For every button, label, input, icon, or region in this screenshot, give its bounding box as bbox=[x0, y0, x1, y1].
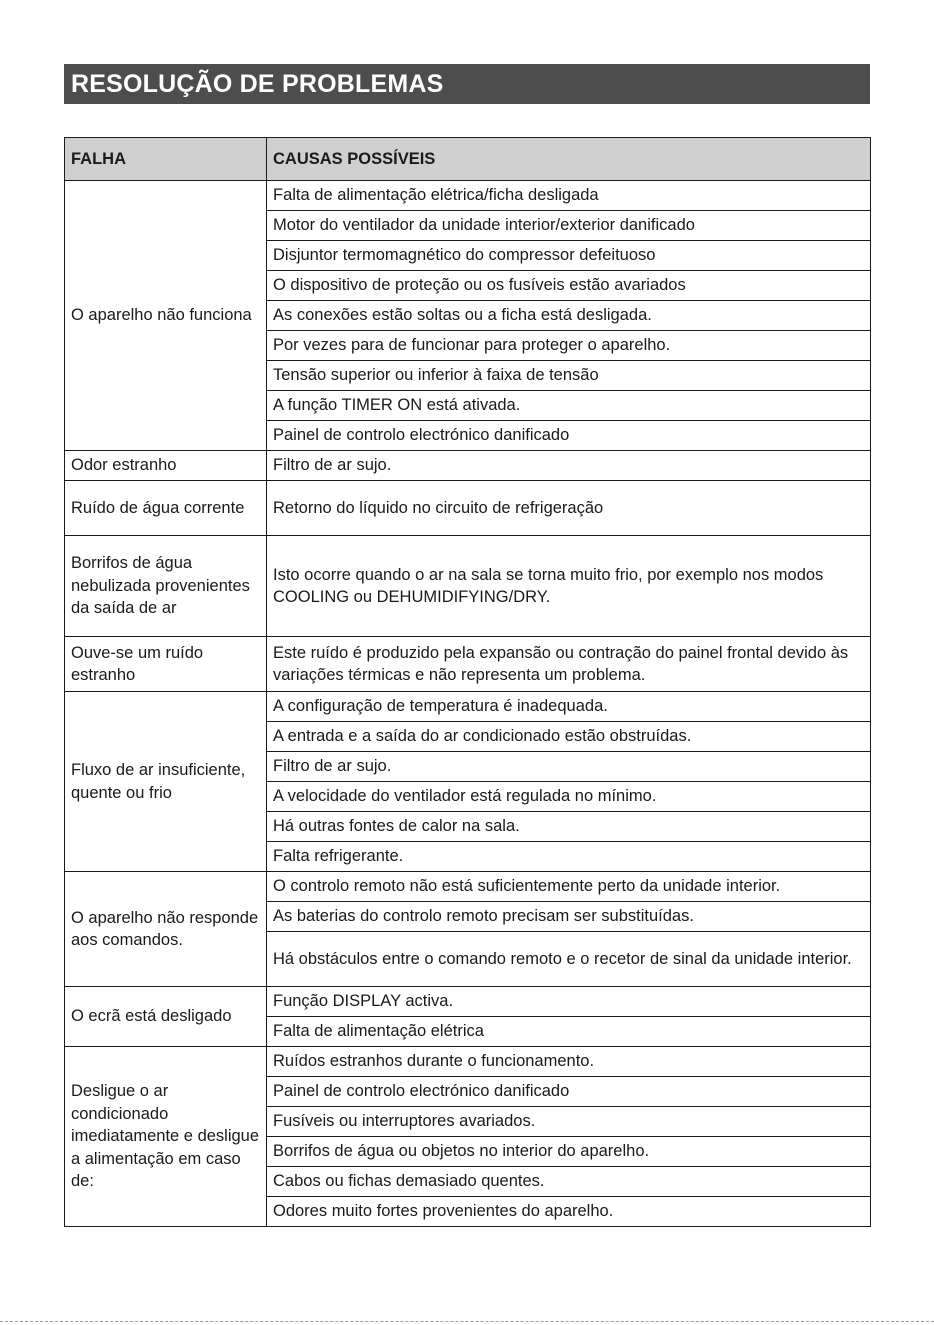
fault-cell: Odor estranho bbox=[65, 451, 267, 481]
cause-cell: Tensão superior ou inferior à faixa de tensão bbox=[267, 361, 871, 391]
cause-cell: Filtro de ar sujo. bbox=[267, 752, 871, 782]
cause-cell: Por vezes para de funcionar para proteger o aparelho. bbox=[267, 331, 871, 361]
cause-cell: A função TIMER ON está ativada. bbox=[267, 391, 871, 421]
cause-cell: O dispositivo de proteção ou os fusíveis estão avariados bbox=[267, 271, 871, 301]
table-row bbox=[65, 481, 871, 536]
header-fault: FALHA bbox=[65, 138, 267, 181]
cause-cell: Falta refrigerante. bbox=[267, 842, 871, 872]
cause-cell: Painel de controlo electrónico danificado bbox=[267, 421, 871, 451]
cause-cell: Cabos ou fichas demasiado quentes. bbox=[267, 1167, 871, 1197]
cause-cell: Filtro de ar sujo. bbox=[267, 451, 871, 481]
fault-cell: Borrifos de água nebulizada provenientes da saída de ar bbox=[65, 536, 267, 637]
table-row bbox=[65, 1047, 871, 1077]
fault-cell: Ouve-se um ruído estranho bbox=[65, 637, 267, 692]
cause-cell: Falta de alimentação elétrica/ficha desligada bbox=[267, 181, 871, 211]
table-row bbox=[65, 692, 871, 722]
fault-cell: O aparelho não funciona bbox=[65, 181, 267, 451]
header-causes: CAUSAS POSSÍVEIS bbox=[267, 138, 871, 181]
fault-cell: Ruído de água corrente bbox=[65, 481, 267, 536]
table-row bbox=[65, 872, 871, 902]
cause-cell: Painel de controlo electrónico danificado bbox=[267, 1077, 871, 1107]
fault-cell: Desligue o ar condicionado imediatamente e desligue a alimentação em caso de: bbox=[65, 1047, 267, 1227]
table-row bbox=[65, 536, 871, 637]
table-header-row bbox=[65, 138, 871, 181]
cause-cell: A velocidade do ventilador está regulada no mínimo. bbox=[267, 782, 871, 812]
table-row bbox=[65, 181, 871, 211]
cause-cell: Fusíveis ou interruptores avariados. bbox=[267, 1107, 871, 1137]
cause-cell: As baterias do controlo remoto precisam ser substituídas. bbox=[267, 902, 871, 932]
troubleshooting-table bbox=[64, 137, 871, 1227]
page-bottom-rule bbox=[0, 1321, 934, 1322]
cause-cell: As conexões estão soltas ou a ficha está desligada. bbox=[267, 301, 871, 331]
table-body bbox=[65, 181, 871, 1227]
cause-cell: Falta de alimentação elétrica bbox=[267, 1017, 871, 1047]
cause-cell: Disjuntor termomagnético do compressor defeituoso bbox=[267, 241, 871, 271]
table-row bbox=[65, 987, 871, 1017]
cause-cell: O controlo remoto não está suficientemente perto da unidade interior. bbox=[267, 872, 871, 902]
cause-cell: A configuração de temperatura é inadequada. bbox=[267, 692, 871, 722]
cause-cell: Há outras fontes de calor na sala. bbox=[267, 812, 871, 842]
fault-cell: O ecrã está desligado bbox=[65, 987, 267, 1047]
cause-cell: Borrifos de água ou objetos no interior do aparelho. bbox=[267, 1137, 871, 1167]
fault-cell: O aparelho não responde aos comandos. bbox=[65, 872, 267, 987]
fault-cell: Fluxo de ar insuficiente, quente ou frio bbox=[65, 692, 267, 872]
table-row bbox=[65, 451, 871, 481]
cause-cell: A entrada e a saída do ar condicionado estão obstruídas. bbox=[267, 722, 871, 752]
table-row bbox=[65, 637, 871, 692]
cause-cell: Retorno do líquido no circuito de refrigeração bbox=[267, 481, 871, 536]
cause-cell: Motor do ventilador da unidade interior/exterior danificado bbox=[267, 211, 871, 241]
cause-cell: Função DISPLAY activa. bbox=[267, 987, 871, 1017]
cause-cell: Este ruído é produzido pela expansão ou contração do painel frontal devido às variações térmicas e não representa um problema. bbox=[267, 637, 871, 692]
cause-cell: Odores muito fortes provenientes do aparelho. bbox=[267, 1197, 871, 1227]
page-title: RESOLUÇÃO DE PROBLEMAS bbox=[64, 64, 870, 104]
cause-cell: Ruídos estranhos durante o funcionamento. bbox=[267, 1047, 871, 1077]
cause-cell: Isto ocorre quando o ar na sala se torna muito frio, por exemplo nos modos COOLING ou DEHUMIDIFYING/DRY. bbox=[267, 536, 871, 637]
cause-cell: Há obstáculos entre o comando remoto e o recetor de sinal da unidade interior. bbox=[267, 932, 871, 987]
